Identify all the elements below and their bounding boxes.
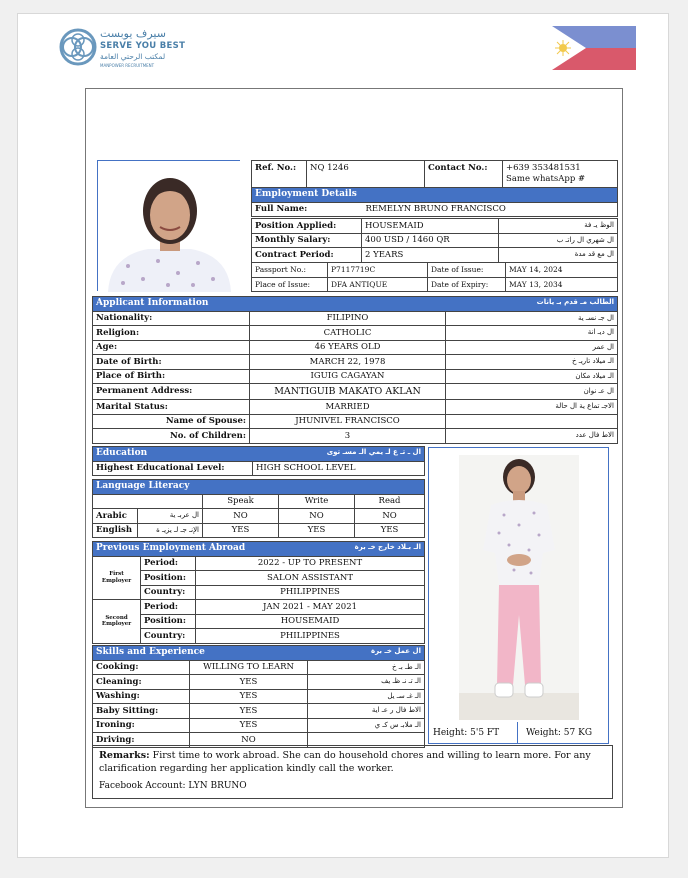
education-title-arabic: ال ـ تـ ع لـ يمي الـ مسـ توى bbox=[326, 448, 421, 457]
remarks-body: First time to work abroad. She can do household chores and willing to learn more. For any clarification regarding her application kindly call the worker. bbox=[99, 750, 591, 774]
religion-label: Religion: bbox=[93, 326, 250, 341]
employment-section-header: Employment Details bbox=[252, 188, 618, 203]
position-label: Position Applied: bbox=[252, 219, 362, 234]
contact-label: Contact No.: bbox=[425, 161, 503, 188]
applicant-table bbox=[92, 296, 618, 444]
philippine-flag-icon bbox=[552, 26, 636, 70]
spouse-arabic bbox=[446, 414, 618, 429]
spouse-value: JHUNIVEL FRANCISCO bbox=[250, 414, 446, 429]
applicant-section-header bbox=[93, 297, 618, 312]
baby-sitting-value: YES bbox=[190, 704, 308, 719]
address-label: Permanent Address: bbox=[93, 384, 250, 400]
second-employer-tag: Second Employer bbox=[93, 600, 141, 644]
ironing-value: YES bbox=[190, 718, 308, 733]
age-arabic: ال عمر bbox=[446, 340, 618, 355]
remarks-label: Remarks: bbox=[99, 750, 150, 761]
english-speak: YES bbox=[203, 523, 279, 538]
salary-label: Monthly Salary: bbox=[252, 233, 362, 248]
first-period-label: Period: bbox=[141, 556, 196, 571]
remarks-box bbox=[92, 745, 613, 799]
expiry-value: MAY 13, 2034 bbox=[506, 277, 618, 292]
arabic-write: NO bbox=[279, 509, 355, 524]
contract-value: 2 YEARS bbox=[362, 248, 499, 263]
education-level-label: Highest Educational Level: bbox=[93, 461, 253, 476]
second-period-label: Period: bbox=[141, 600, 196, 615]
language-header-blank bbox=[93, 494, 203, 509]
remarks-text bbox=[99, 750, 606, 776]
facebook-account: Facebook Account: LYN BRUNO bbox=[99, 780, 247, 791]
second-country-value: PHILIPPINES bbox=[196, 629, 425, 644]
salary-arabic: ال شهري ال راتـ ب bbox=[499, 233, 618, 248]
issue-date-value: MAY 14, 2024 bbox=[506, 263, 618, 278]
previous-section-header bbox=[93, 542, 425, 557]
cooking-arabic: الـ طـ بـ خ bbox=[308, 660, 425, 675]
full-body-photo-panel bbox=[428, 447, 609, 744]
baby-sitting-label: Baby Sitting: bbox=[93, 704, 190, 719]
contact-note: Same whatsApp # bbox=[506, 174, 586, 185]
marital-label: Marital Status: bbox=[93, 400, 250, 415]
height-value: Height: 5'5 FT bbox=[433, 728, 500, 738]
logo-subtitle: MANPOWER RECRUITMENT bbox=[100, 63, 155, 68]
english-language-arabic: الإنـ جـ لـ يزيـ ة bbox=[138, 523, 203, 538]
applicant-portrait-photo bbox=[97, 160, 240, 291]
language-section-header: Language Literacy bbox=[93, 480, 425, 495]
logo-arabic-sub: لمكتب الرحتي العامة bbox=[100, 52, 166, 61]
education-title: Education bbox=[96, 448, 148, 459]
marital-value: MARRIED bbox=[250, 400, 446, 415]
logo-mark-icon bbox=[58, 27, 98, 67]
skills-section-header bbox=[93, 646, 425, 661]
passport-table bbox=[251, 262, 618, 292]
salary-value: 400 USD / 1460 QR bbox=[362, 233, 499, 248]
write-header: Write bbox=[279, 494, 355, 509]
contract-label: Contract Period: bbox=[252, 248, 362, 263]
education-table bbox=[92, 446, 425, 476]
driving-label: Driving: bbox=[93, 733, 190, 748]
cooking-label: Cooking: bbox=[93, 660, 190, 675]
weight-value: Weight: 57 KG bbox=[526, 728, 593, 738]
address-arabic: ال عـ نوان bbox=[446, 384, 618, 400]
previous-employment-table bbox=[92, 541, 425, 644]
arabic-speak: NO bbox=[203, 509, 279, 524]
first-position-label: Position: bbox=[141, 571, 196, 586]
place-issue-value: DFA ANTIQUE bbox=[328, 277, 428, 292]
contract-arabic: ال مع قد مدة bbox=[499, 248, 618, 263]
washing-label: Washing: bbox=[93, 689, 190, 704]
passport-value: P7117719C bbox=[328, 263, 428, 278]
place-issue-label: Place of Issue: bbox=[252, 277, 328, 292]
contact-number: +639 353481531 bbox=[506, 163, 581, 173]
age-value: 46 YEARS OLD bbox=[250, 340, 446, 355]
applicant-title-arabic: الطالب مـ قدم بـ يانات bbox=[536, 298, 614, 307]
religion-value: CATHOLIC bbox=[250, 326, 446, 341]
logo-arabic: سيرف يوبست bbox=[100, 27, 166, 40]
agency-logo bbox=[58, 27, 208, 71]
english-language-label: English bbox=[93, 523, 138, 538]
nationality-arabic: ال جـ نسـ ية bbox=[446, 311, 618, 326]
read-header: Read bbox=[355, 494, 425, 509]
position-arabic: الوظ يـ فة bbox=[499, 219, 618, 234]
height-weight-divider bbox=[517, 722, 518, 744]
cooking-value: WILLING TO LEARN bbox=[190, 660, 308, 675]
language-table bbox=[92, 479, 425, 538]
nationality-value: FILIPINO bbox=[250, 311, 446, 326]
ref-label: Ref. No.: bbox=[252, 161, 307, 188]
washing-arabic: الـ غـ سـ يل bbox=[308, 689, 425, 704]
ironing-arabic: الـ ملابـ س كـ ي bbox=[308, 718, 425, 733]
baby-sitting-arabic: الاط فال ر عـ اية bbox=[308, 704, 425, 719]
pob-value: IGUIG CAGAYAN bbox=[250, 369, 446, 384]
first-period-value: 2022 - UP TO PRESENT bbox=[196, 556, 425, 571]
cleaning-label: Cleaning: bbox=[93, 675, 190, 690]
full-body-photo bbox=[459, 455, 579, 720]
education-section-header bbox=[93, 447, 425, 462]
spouse-label: Name of Spouse: bbox=[93, 414, 250, 429]
previous-title: Previous Employment Abroad bbox=[96, 543, 246, 554]
full-name-value bbox=[365, 202, 618, 217]
skills-table bbox=[92, 645, 425, 748]
previous-title-arabic: الـ بـلاد خارج خـ برة bbox=[354, 543, 422, 552]
issue-date-label: Date of Issue: bbox=[428, 263, 506, 278]
expiry-label: Date of Expiry: bbox=[428, 277, 506, 292]
pob-arabic: الـ ميلاد مكان bbox=[446, 369, 618, 384]
employment-details-table bbox=[251, 218, 618, 263]
age-label: Age: bbox=[93, 340, 250, 355]
dob-arabic: الـ ميلاد تاريـ خ bbox=[446, 355, 618, 370]
cleaning-value: YES bbox=[190, 675, 308, 690]
speak-header: Speak bbox=[203, 494, 279, 509]
children-label: No. of Children: bbox=[93, 429, 250, 444]
english-write: YES bbox=[279, 523, 355, 538]
first-country-value: PHILIPPINES bbox=[196, 585, 425, 600]
passport-label: Passport No.: bbox=[252, 263, 328, 278]
ironing-label: Ironing: bbox=[93, 718, 190, 733]
second-position-label: Position: bbox=[141, 614, 196, 629]
dob-label: Date of Birth: bbox=[93, 355, 250, 370]
full-name: REMELYN BRUNO FRANCISCO bbox=[365, 204, 506, 214]
arabic-read: NO bbox=[355, 509, 425, 524]
first-employer-tag: First Employer bbox=[93, 556, 141, 600]
second-position-value: HOUSEMAID bbox=[196, 614, 425, 629]
religion-arabic: ال ديـ انة bbox=[446, 326, 618, 341]
dob-value: MARCH 22, 1978 bbox=[250, 355, 446, 370]
employment-table bbox=[251, 160, 618, 217]
full-name-label: Full Name: bbox=[252, 202, 425, 217]
first-country-label: Country: bbox=[141, 585, 196, 600]
skills-title: Skills and Experience bbox=[96, 647, 205, 658]
driving-value: NO bbox=[190, 733, 308, 748]
arabic-language-arabic: ال عربـ ية bbox=[138, 509, 203, 524]
second-period-value: JAN 2021 - MAY 2021 bbox=[196, 600, 425, 615]
ref-value: NQ 1246 bbox=[307, 161, 425, 188]
second-country-label: Country: bbox=[141, 629, 196, 644]
education-level-value: HIGH SCHOOL LEVEL bbox=[253, 461, 425, 476]
address-value: MANTIGUIB MAKATO AKLAN bbox=[250, 384, 446, 400]
children-arabic: الاط فال عدد bbox=[446, 429, 618, 444]
english-read: YES bbox=[355, 523, 425, 538]
logo-english: SERVE YOU BEST bbox=[100, 41, 186, 51]
skills-title-arabic: ال عمل خـ برة bbox=[370, 647, 421, 656]
position-value: HOUSEMAID bbox=[362, 219, 499, 234]
marital-arabic: الاجـ تماع ية ال حالة bbox=[446, 400, 618, 415]
cleaning-arabic: الـ تـ نـ ظـ يف bbox=[308, 675, 425, 690]
contact-value bbox=[503, 161, 618, 188]
washing-value: YES bbox=[190, 689, 308, 704]
nationality-label: Nationality: bbox=[93, 311, 250, 326]
applicant-title: Applicant Information bbox=[96, 298, 209, 309]
children-value: 3 bbox=[250, 429, 446, 444]
pob-label: Place of Birth: bbox=[93, 369, 250, 384]
first-position-value: SALON ASSISTANT bbox=[196, 571, 425, 586]
arabic-language-label: Arabic bbox=[93, 509, 138, 524]
